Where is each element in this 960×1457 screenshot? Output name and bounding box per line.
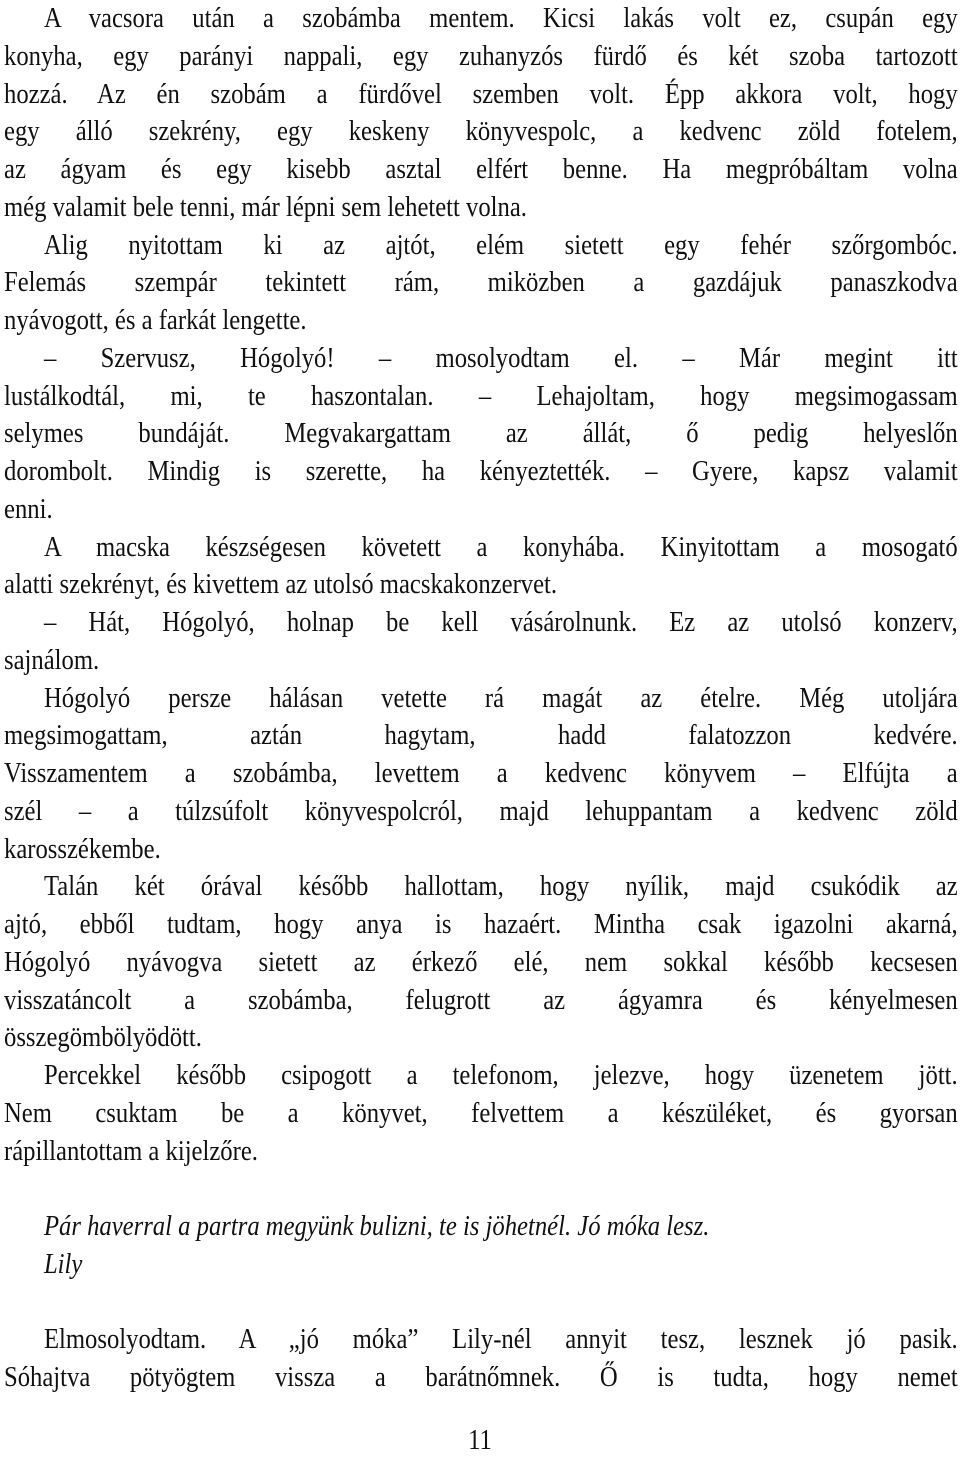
- text-line: Felemás szempár tekintett rám, miközben a gazdájuk panaszkodva: [4, 266, 958, 299]
- text-line: – Szervusz, Hógolyó! – mosolyodtam el. – Már megint itt: [43, 341, 958, 374]
- text-line: – Hát, Hógolyó, holnap be kell vásárolnunk. Ez az utolsó konzerv,: [43, 606, 958, 638]
- text-line: Visszamentem a szobámba, levettem a kedvenc könyvem – Elfújta a: [4, 757, 958, 789]
- text-line: alatti szekrényt, és kivettem az utolsó macskakonzervet.: [4, 568, 558, 601]
- text-line: konyha, egy parányi nappali, egy zuhanyzós fürdő és két szoba tartozott: [4, 39, 958, 72]
- text-line: Alig nyitottam ki az ajtót, elém sietett egy fehér szőrgombóc.: [43, 228, 958, 261]
- page-body-text: [4, 0, 958, 1397]
- text-line: nyávogott, és a farkát lengette.: [4, 304, 307, 336]
- text-line: ajtó, ebből tudtam, hogy anya is hazaért. Mintha csak igazolni akarná,: [4, 908, 958, 940]
- message-text-line: Lily: [43, 1247, 83, 1280]
- text-line: rápillantottam a kijelzőre.: [4, 1134, 258, 1167]
- page-number: 11: [468, 1424, 492, 1456]
- blank-line: [4, 1284, 958, 1322]
- message-text-line: Pár haverral a partra megyünk bulizni, te is jöhetnél. Jó móka lesz.: [43, 1210, 710, 1242]
- blank-line: [4, 1170, 958, 1208]
- text-line: karosszékembe.: [4, 832, 161, 865]
- text-line: még valamit bele tenni, már lépni sem lehetett volna.: [4, 190, 527, 223]
- text-line: Hógolyó persze hálásan vetette rá magát az ételre. Még utoljára: [43, 681, 958, 714]
- text-line: visszatáncolt a szobámba, felugrott az ágyamra és kényelmesen: [4, 983, 958, 1016]
- text-line: egy álló szekrény, egy keskeny könyvespolc, a kedvenc zöld fotelem,: [4, 115, 958, 148]
- text-line: hozzá. Az én szobám a fürdővel szemben volt. Épp akkora volt, hogy: [4, 77, 958, 110]
- text-line: az ágyam és egy kisebb asztal elfért benne. Ha megpróbáltam volna: [4, 153, 958, 185]
- text-line: Talán két órával később hallottam, hogy nyílik, majd csukódik az: [43, 870, 958, 903]
- text-line: szél – a túlzsúfolt könyvespolcról, majd lehuppantam a kedvenc zöld: [4, 794, 958, 827]
- text-line: selymes bundáját. Megvakargattam az állát, ő pedig helyeslőn: [4, 417, 958, 450]
- text-line: Hógolyó nyávogva sietett az érkező elé, nem sokkal később kecsesen: [4, 945, 958, 978]
- text-line: lustálkodtál, mi, te haszontalan. – Lehajoltam, hogy megsimogassam: [4, 379, 958, 412]
- text-line: Elmosolyodtam. A „jó móka” Lily-nél annyit tesz, lesznek jó pasik.: [43, 1323, 958, 1356]
- text-line: dorombolt. Mindig is szerette, ha kényeztették. – Gyere, kapsz valamit: [4, 455, 958, 487]
- text-line: Percekkel később csipogott a telefonom, jelezve, hogy üzenetem jött.: [43, 1059, 958, 1091]
- text-line: Sóhajtva pötyögtem vissza a barátnőmnek. Ő is tudta, hogy nemet: [4, 1361, 958, 1393]
- text-line: A vacsora után a szobámba mentem. Kicsi lakás volt ez, csupán egy: [43, 2, 958, 34]
- text-line: megsimogattam, aztán hagytam, hadd falatozzon kedvére.: [4, 719, 958, 752]
- text-line: A macska készségesen követett a konyhába. Kinyitottam a mosogató: [43, 530, 958, 563]
- text-line: Nem csuktam be a könyvet, felvettem a készüléket, és gyorsan: [4, 1096, 958, 1129]
- text-line: sajnálom.: [4, 643, 100, 676]
- text-line: összegömbölyödött.: [4, 1021, 202, 1054]
- text-line: enni.: [4, 492, 53, 525]
